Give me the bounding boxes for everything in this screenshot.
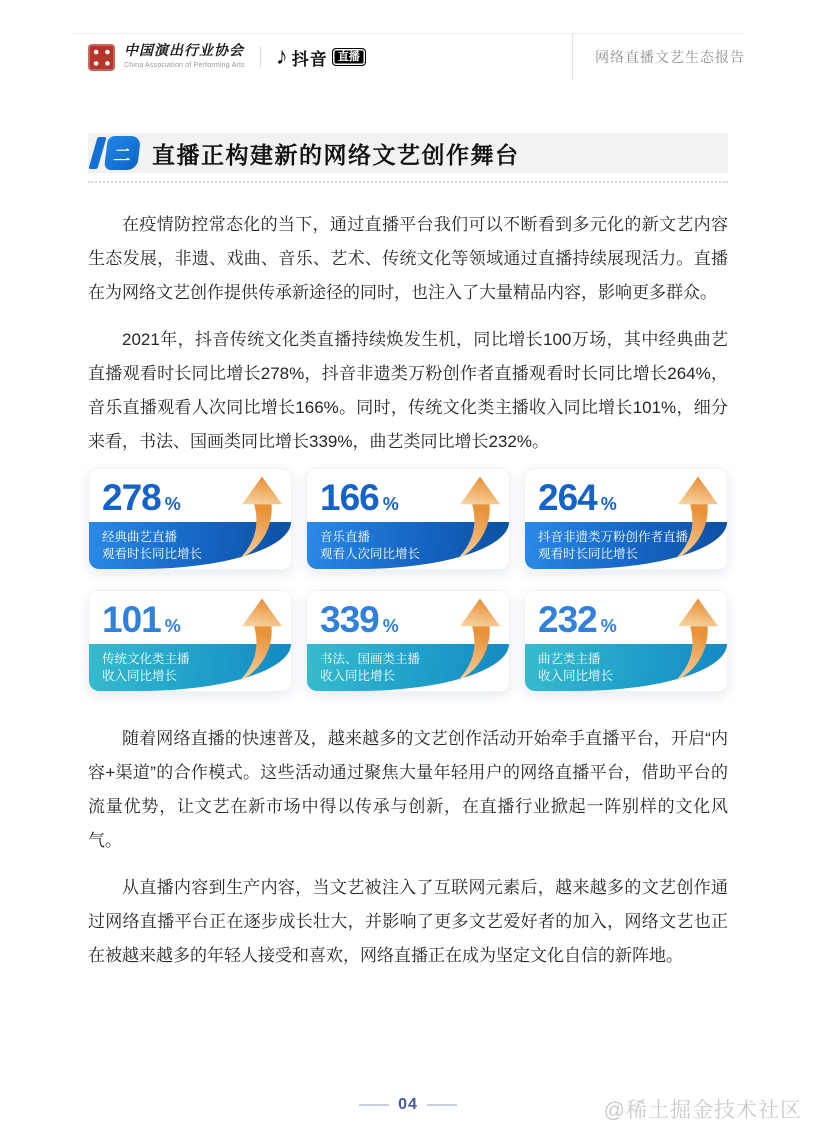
org-name: 中国演出行业协会 — [124, 44, 244, 60]
section-header — [88, 133, 728, 183]
section-number-badge: 二 — [104, 136, 141, 170]
up-arrow-icon — [672, 594, 724, 688]
stat-card-music-live — [306, 468, 510, 570]
stat-card-calligraphy-painting — [306, 590, 510, 692]
stat-card-intangible-heritage — [524, 468, 728, 570]
stat-label: 音乐直播 观看人次同比增长 — [307, 522, 509, 569]
stat-value: 232 % — [538, 599, 617, 640]
org-name-en: China Association of Performing Arts — [124, 61, 245, 69]
stat-value: 278 % — [102, 477, 181, 518]
stat-label: 书法、国画类主播 收入同比增长 — [307, 644, 509, 691]
paragraph-4: 从直播内容到生产内容，当文艺被注入了互联网元素后，越来越多的文艺创作通过网络直播平台正在逐步成长壮大，并影响了更多文艺爱好者的加入，网络文艺也正在被越来越多的年轻人接受和喜欢，网络直播正在成为坚定文化自信的新阵地。 — [88, 878, 728, 965]
douyin-note-icon: ♪ — [275, 43, 288, 70]
page-header — [71, 33, 745, 80]
body-text-block-2 — [88, 722, 728, 986]
stat-card-traditional-culture-anchor — [88, 590, 292, 692]
stat-card-classic-quyi — [88, 468, 292, 570]
org-name-block — [124, 44, 245, 69]
section-title-bar — [88, 133, 728, 173]
up-arrow-icon — [236, 472, 288, 566]
paragraph-2: 2021年，抖音传统文化类直播持续焕发生机，同比增长100万场，其中经典曲艺直播观看时长同比增长278%，抖音非遗类万粉创作者直播观看时长同比增长264%，音乐直播观看人次同比增长166%。同时，传统文化类主播收入同比增长101%，细分来看，书法、国画类同比增长339%，曲艺类同比增长232%。 — [88, 330, 728, 451]
up-arrow-icon — [454, 594, 506, 688]
section-number-icon — [91, 136, 139, 170]
page-number: 04 — [398, 1096, 418, 1113]
footer-dash-right — [427, 1104, 457, 1106]
stat-value: 264 % — [538, 477, 617, 518]
stat-label: 曲艺类主播 收入同比增长 — [525, 644, 727, 691]
dotted-divider — [88, 181, 728, 183]
report-title: 网络直播文艺生态报告 — [572, 34, 745, 80]
stat-value: 339 % — [320, 599, 399, 640]
body-text-block-1 — [88, 208, 728, 472]
performing-arts-association-seal-icon — [88, 44, 115, 71]
paragraph-3: 随着网络直播的快速普及，越来越多的文艺创作活动开始牵手直播平台，开启“内容+渠道”的合作模式。这些活动通过聚焦大量年轻用户的网络直播平台，借助平台的流量优势，让文艺在新市场中得以传承与创新，在直播行业掀起一阵别样的文化风气。 — [88, 729, 728, 850]
stat-label: 传统文化类主播 收入同比增长 — [89, 644, 291, 691]
footer-dash-left — [359, 1104, 389, 1106]
stat-value: 101 % — [102, 599, 181, 640]
live-badge: 直播 — [332, 48, 366, 66]
up-arrow-icon — [672, 472, 724, 566]
douyin-live-logo — [276, 45, 366, 70]
stat-card-quyi-anchor — [524, 590, 728, 692]
header-logos — [71, 34, 366, 80]
stats-grid — [88, 468, 728, 692]
logo-divider — [260, 46, 261, 68]
up-arrow-icon — [454, 472, 506, 566]
up-arrow-icon — [236, 594, 288, 688]
stat-label: 经典曲艺直播 观看时长同比增长 — [89, 522, 291, 569]
stat-label: 抖音非遗类万粉创作者直播 观看时长同比增长 — [525, 522, 727, 569]
stat-value: 166 % — [320, 477, 399, 518]
paragraph-1: 在疫情防控常态化的当下，通过直播平台我们可以不断看到多元化的新文艺内容生态发展，非遗、戏曲、音乐、艺术、传统文化等领域通过直播持续展现活力。直播在为网络文艺创作提供传承新途径的同时，也注入了大量精品内容，影响更多群众。 — [88, 215, 728, 302]
douyin-wordmark: 抖音 — [291, 49, 328, 69]
watermark: @稀土掘金技术社区 — [603, 1099, 802, 1122]
section-title: 直播正构建新的网络文艺创作舞台 — [152, 141, 520, 168]
